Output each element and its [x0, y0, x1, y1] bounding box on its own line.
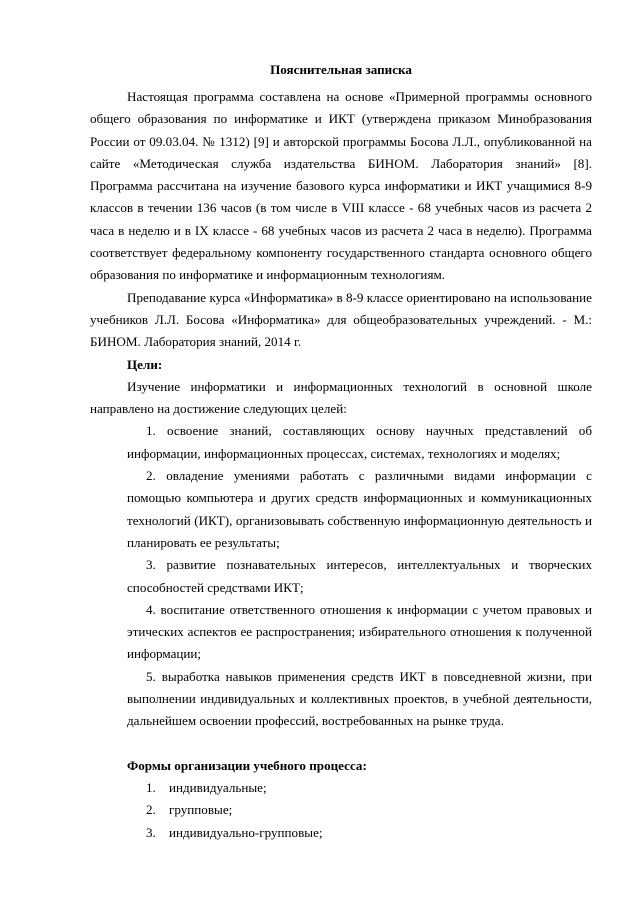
goal-item: 2. овладение умениями работать с различными видами информации с помощью компьютера и других средств информационных и коммуникационных технологий (ИКТ), организовывать собственную информационную деятельность и планировать ее результаты;: [127, 468, 592, 550]
goal-item: 3. развитие познавательных интересов, интеллектуальных и творческих способностей средствами ИКТ;: [127, 557, 592, 595]
list-number: 2.: [146, 802, 156, 818]
list-text: индивидуальные;: [169, 779, 267, 795]
forms-list-item: [146, 799, 592, 821]
list-number: 1.: [146, 779, 156, 795]
list-number: 3.: [146, 824, 156, 840]
forms-heading: Формы организации учебного процесса:: [127, 757, 367, 773]
goals-intro: Изучение информатики и информационных технологий в основной школе направлено на достижение следующих целей:: [90, 378, 592, 417]
goals-heading: Цели:: [127, 356, 163, 372]
forms-list-item: [146, 777, 592, 799]
goal-item: 5. выработка навыков применения средств ИКТ в повседневной жизни, при выполнении индивидуальных и коллективных проектов, в учебной деятельности, дальнейшем освоении профессий, востребованных на рынке труда.: [127, 668, 592, 729]
spacer: [90, 733, 592, 755]
forms-list-item: [146, 822, 592, 844]
list-text: индивидуально-групповые;: [169, 824, 323, 840]
goal-item: 4. воспитание ответственного отношения к информации с учетом правовых и этических аспектов ее распространения; избирательного отношения к полученной информации;: [127, 601, 592, 662]
intro-paragraph: Настоящая программа составлена на основе «Примерной программы основного общего образования по информатике и ИКТ (утверждена приказом Минобразования России от 09.03.04. № 1312) [9] и авторской программы Босова Л.Л., опубликованной на сайте «Методическая служба издательства БИНОМ. Лаборатория знаний» [8]. Программа рассчитана на изучение базового курса информатики и ИКТ учащимися 8-9 классов в течении 136 часов (в том числе в VIII классе - 68 учебных часов из расчета 2 часа в неделю и в IX классе - 68 учебных часов из расчета 2 часа в неделю). Программа соответствует федеральному компоненту государственного стандарта основного общего образования по информатике и информационным технологиям.: [90, 89, 592, 283]
textbook-paragraph: Преподавание курса «Информатика» в 8-9 классе ориентировано на использование учебников Л.Л. Босова «Информатика» для общеобразовательных учреждений. - М.: БИНОМ. Лаборатория знаний, 2014 г.: [90, 289, 592, 350]
goal-item: 1. освоение знаний, составляющих основу научных представлений об информации, информационных процессах, системах, технологиях и моделях;: [127, 423, 592, 461]
list-text: групповые;: [169, 802, 233, 818]
document-title: Пояснительная записка: [270, 62, 412, 77]
